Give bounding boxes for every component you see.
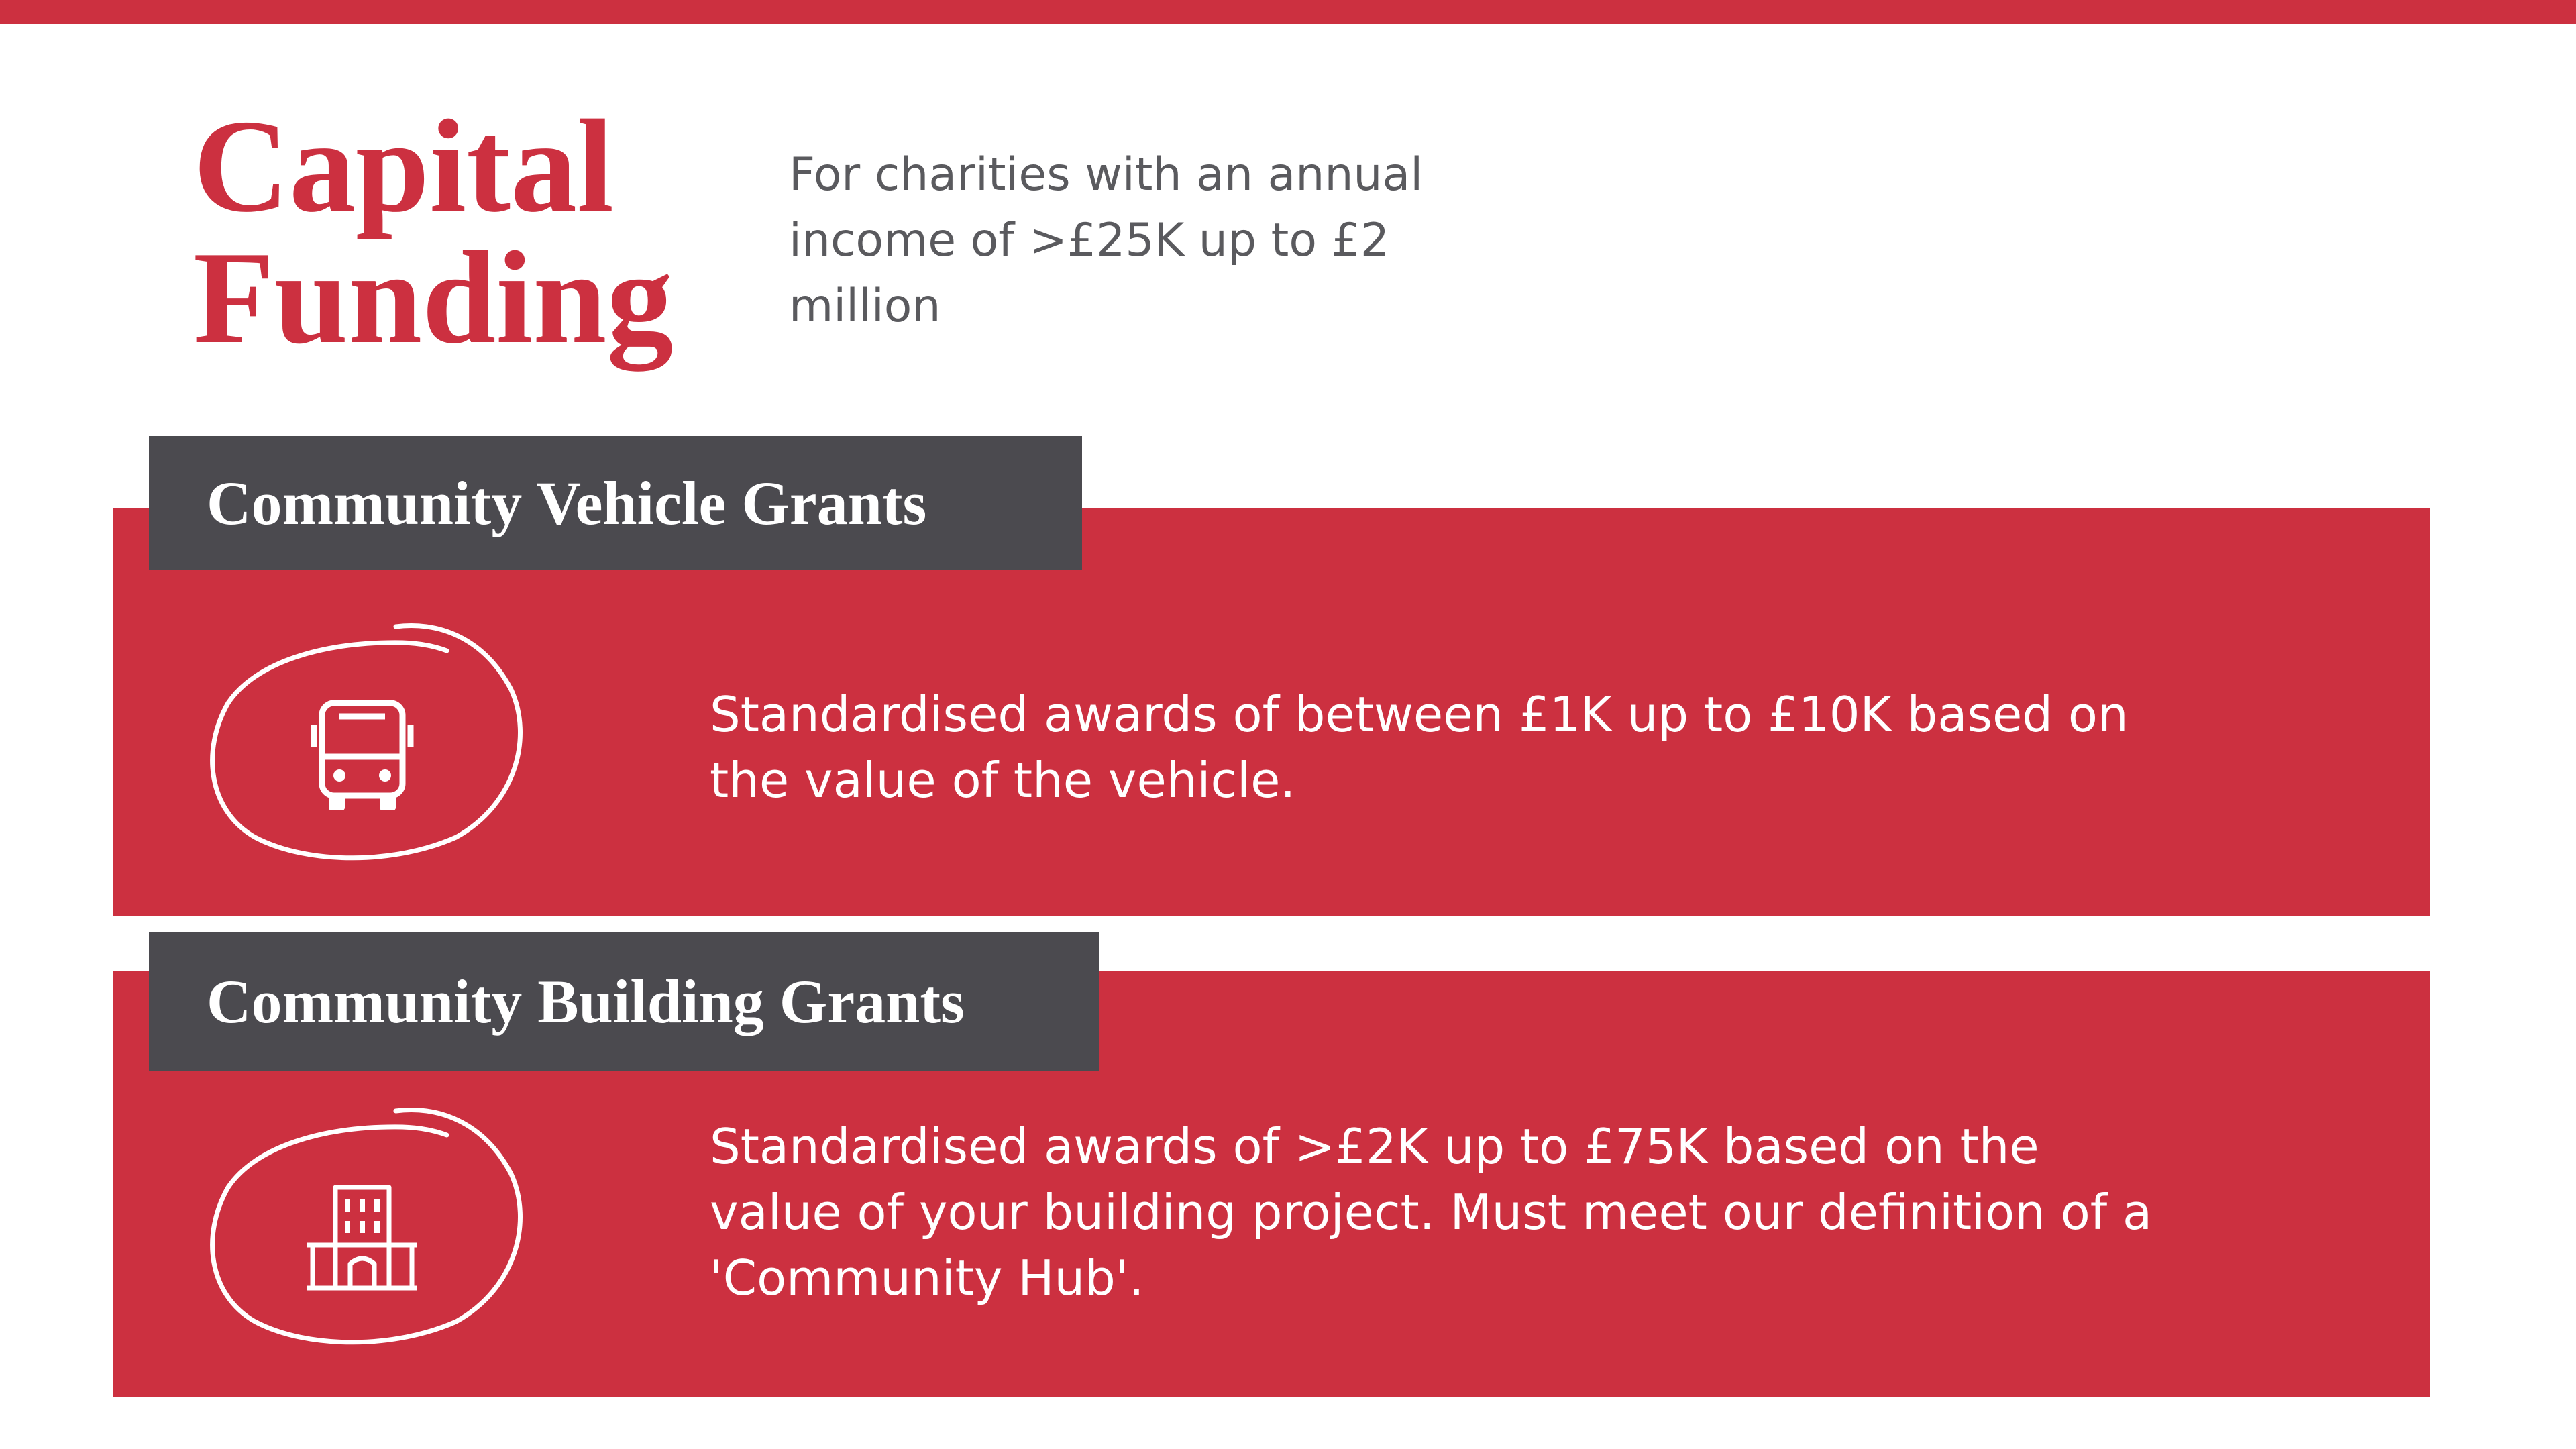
- building-grants-heading: Community Building Grants: [149, 932, 1099, 1071]
- vehicle-grants-description: Standardised awards of between £1K up to £10K based on the value of the vehicle.: [710, 686, 2129, 808]
- building-grants-description: Standardised awards of >£2K up to £75K based on the value of your building project. Must meet our definition of a 'Community Hub'.: [710, 1118, 2153, 1306]
- building-icon: [201, 1100, 523, 1355]
- top-accent-bar: [0, 0, 2576, 24]
- vehicle-grants-heading: Community Vehicle Grants: [149, 436, 1082, 570]
- page-title: Capital Funding: [193, 93, 674, 371]
- bus-icon: [201, 616, 523, 871]
- page-subtitle: For charities with an annual income of >£25K up to £2 million: [789, 148, 1424, 333]
